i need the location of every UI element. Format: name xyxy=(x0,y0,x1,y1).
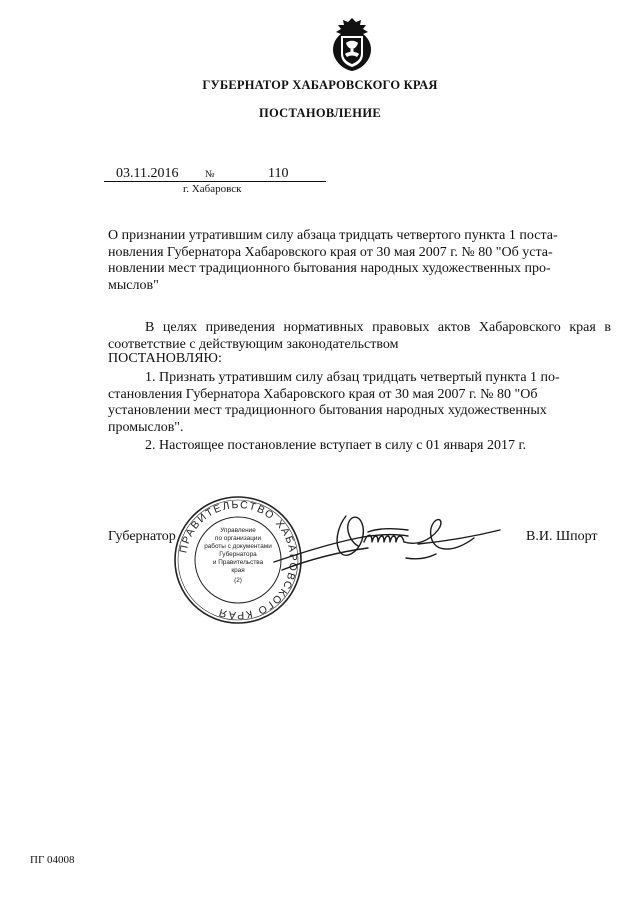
stamp-center-line: по организации xyxy=(214,535,262,542)
document-date: 03.11.2016 xyxy=(116,166,179,181)
subject-line: мыслов" xyxy=(108,277,159,293)
organization-title: ГУБЕРНАТОР ХАБАРОВСКОГО КРАЯ xyxy=(202,78,438,92)
coat-of-arms-emblem xyxy=(327,16,377,72)
item-1-line: промыслов". xyxy=(108,419,184,435)
stamp-center-line: края xyxy=(231,567,245,574)
document-type-title: ПОСТАНОВЛЕНИЕ xyxy=(258,106,381,120)
handwritten-signature xyxy=(268,496,508,586)
footer-code: ПГ 04008 xyxy=(30,854,75,866)
subject-line: новления Губернатора Хабаровского края от 30 мая 2007 г. № 80 "Об уста- xyxy=(108,244,553,260)
signatory-name: В.И. Шпорт xyxy=(526,529,598,544)
stamp-center-line: (2) xyxy=(234,577,242,584)
item-1-line: становления Губернатора Хабаровского края от 30 мая 2007 г. № 80 "Об xyxy=(108,386,538,402)
signatory-title: Губернатор xyxy=(108,529,176,544)
item-2-paragraph: 2. Настоящее постановление вступает в силу с 01 января 2017 г. xyxy=(145,438,527,453)
document-number: 110 xyxy=(268,166,289,181)
stamp-center-line: Управление xyxy=(220,527,256,534)
stamp-center-line: работы с документами xyxy=(204,543,272,550)
decree-word: ПОСТАНОВЛЯЮ: xyxy=(108,351,222,366)
stamp-center-line: Губернатора xyxy=(219,551,257,558)
subject-line: новлении мест традиционного бытования народных художественных про- xyxy=(108,261,551,276)
document-city: г. Хабаровск xyxy=(183,183,242,195)
item-1-line: 1. Признать утратившим силу абзац тридцать четвертый пункта 1 по- xyxy=(145,370,560,385)
item-1-paragraph xyxy=(108,370,611,436)
stamp-center-line: и Правительства xyxy=(212,559,264,566)
document-subject xyxy=(108,228,611,294)
number-sign: № xyxy=(205,169,215,180)
subject-line: О признании утратившим силу абзаца тридцать четвертого пункта 1 поста- xyxy=(108,228,558,243)
stamp-ring-text: ПРАВИТЕЛЬСТВО ХАБАРОВСКОГО КРАЯ xyxy=(177,498,300,622)
item-1-line: установлении мест традиционного бытования народных художественных xyxy=(108,403,547,418)
preamble-line: В целях приведения нормативных правовых актов Хабаровского края в xyxy=(145,320,611,335)
preamble-line: соответствие с действующим законодательством xyxy=(108,336,399,352)
preamble-paragraph xyxy=(108,320,611,353)
